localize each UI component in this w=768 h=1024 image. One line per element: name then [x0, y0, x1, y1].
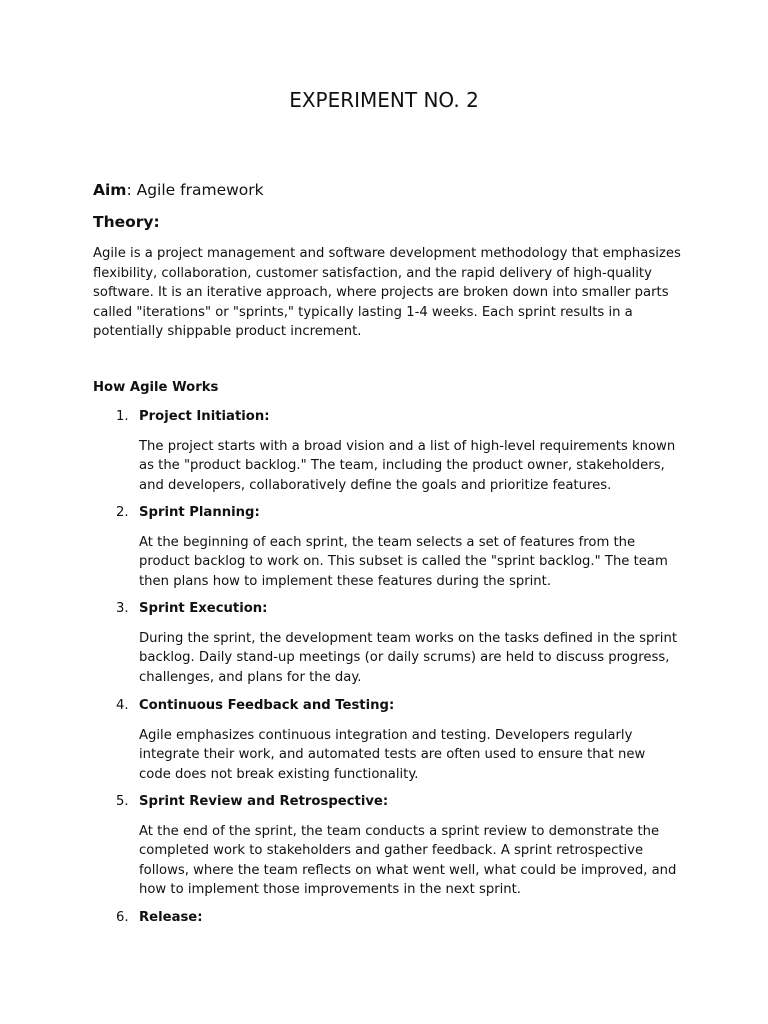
list-item-number: 1.	[116, 409, 129, 424]
list-item-description: Agile emphasizes continuous integration and testing. Developers regularly integrate their work, and automated tests are often used to ensure that new code does not break existing functionality.	[139, 728, 646, 782]
list-item-description: During the sprint, the development team works on the tasks defined in the sprint backlog. Daily stand-up meetings (or daily scrums) are held to discuss progress, challenges, and plans for the day.	[139, 631, 677, 685]
aim-value: : Agile framework	[126, 181, 264, 199]
list-item-number: 2.	[116, 505, 129, 520]
list-item-number: 5.	[116, 794, 129, 809]
list-item-number: 4.	[116, 698, 129, 713]
document-title: EXPERIMENT NO. 2	[289, 88, 479, 112]
list-item-number: 6.	[116, 910, 129, 925]
list-item-title: Project Initiation:	[139, 409, 270, 424]
aim-line	[93, 181, 264, 199]
list-item-description: The project starts with a broad vision and a list of high-level requirements known as the "product backlog." The team, including the product owner, stakeholders, and developers, collaboratively define the goals and prioritize features.	[139, 439, 676, 493]
list-item-title: Continuous Feedback and Testing:	[139, 698, 395, 713]
list-item-number: 3.	[116, 601, 129, 616]
list-item-title: Release:	[139, 910, 203, 925]
list-item-title: Sprint Execution:	[139, 601, 268, 616]
intro-paragraph: Agile is a project management and software development methodology that emphasizes flexibility, collaboration, customer satisfaction, and the rapid delivery of high-quality software. It is an iterative approach, where projects are broken down into smaller parts called "iterations" or "sprints," typically lasting 1-4 weeks. Each sprint results in a potentially shippable product increment.	[93, 246, 681, 340]
list-item-title: Sprint Planning:	[139, 505, 260, 520]
list-item-description: At the beginning of each sprint, the team selects a set of features from the product backlog to work on. This subset is called the "sprint backlog." The team then plans how to implement these features during the sprint.	[139, 535, 668, 589]
list-item-title: Sprint Review and Retrospective:	[139, 794, 389, 809]
theory-heading: Theory:	[93, 213, 160, 231]
list-item-description: At the end of the sprint, the team conducts a sprint review to demonstrate the completed work to stakeholders and gather feedback. A sprint retrospective follows, where the team reflects on what went well, what could be improved, and how to implement those improvements in the next sprint.	[139, 824, 677, 898]
section-heading: How Agile Works	[93, 380, 219, 395]
aim-label: Aim	[93, 181, 127, 199]
